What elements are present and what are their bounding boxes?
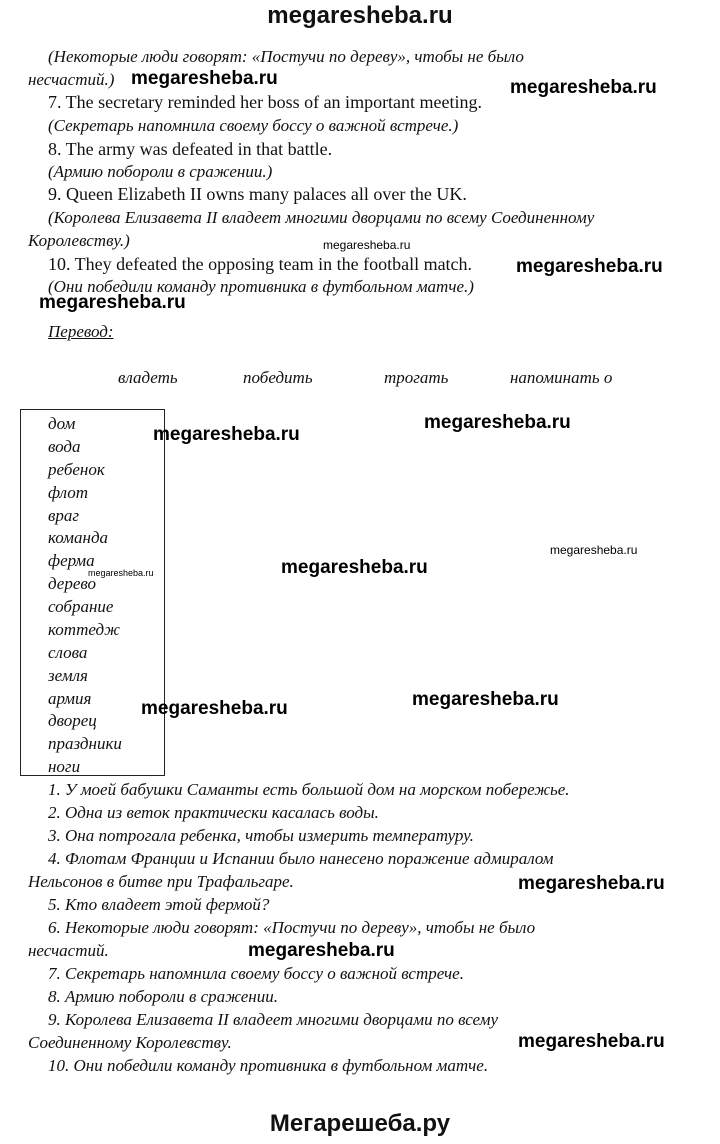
translation-line: 5. Кто владеет этой фермой? <box>48 895 270 914</box>
watermark: megaresheba.ru <box>88 568 154 578</box>
watermark: megaresheba.ru <box>424 412 571 433</box>
word-item: праздники <box>48 734 122 753</box>
watermark: megaresheba.ru <box>412 689 559 710</box>
sentence-10-en: 10. They defeated the opposing team in the football match. <box>48 254 473 274</box>
watermark: megaresheba.ru <box>131 68 278 89</box>
verb-item: победить <box>243 368 313 387</box>
verb-item: напоминать о <box>510 368 613 387</box>
word-item: слова <box>48 643 88 662</box>
watermark: megaresheba.ru <box>323 238 411 252</box>
verb-item: трогать <box>384 368 449 387</box>
word-item: коттедж <box>48 620 120 639</box>
watermark: megaresheba.ru <box>550 543 638 557</box>
watermark: megaresheba.ru <box>510 77 657 98</box>
word-list-box <box>20 409 165 776</box>
translation-line: Нельсонов в битве при Трафальгаре. <box>28 872 294 891</box>
sentence-8-en: 8. The army was defeated in that battle. <box>48 139 333 159</box>
word-item: собрание <box>48 597 114 616</box>
watermark: megaresheba.ru <box>518 1031 665 1052</box>
watermark: megaresheba.ru <box>153 424 300 445</box>
translation-line: 3. Она потрогала ребенка, чтобы измерить температуру. <box>48 826 474 845</box>
verb-item: владеть <box>118 368 178 387</box>
word-item: земля <box>48 666 88 685</box>
watermark: megaresheba.ru <box>281 557 428 578</box>
translation-heading: Перевод: <box>48 322 114 341</box>
word-item: армия <box>48 689 92 708</box>
sentence-7-en: 7. The secretary reminded her boss of an important meeting. <box>48 92 483 112</box>
text-line: (Некоторые люди говорят: «Постучи по дереву», чтобы не было <box>48 47 524 66</box>
translation-line: 6. Некоторые люди говорят: «Постучи по дереву», чтобы не было <box>48 918 536 937</box>
word-item: дерево <box>48 574 97 593</box>
word-item: враг <box>48 506 80 525</box>
word-item: вода <box>48 437 81 456</box>
site-footer: Мегарешеба.ру <box>269 1110 451 1137</box>
translation-line: 7. Секретарь напомнила своему боссу о важной встрече. <box>48 964 464 983</box>
word-item: ребенок <box>48 460 105 479</box>
translation-line: несчастий. <box>28 941 109 960</box>
translation-line: Соединенному Королевству. <box>28 1033 232 1052</box>
translation-line: 4. Флотам Франции и Испании было нанесено поражение адмиралом <box>48 849 554 868</box>
watermark: megaresheba.ru <box>518 873 665 894</box>
translation-line: 10. Они победили команду противника в футбольном матче. <box>48 1056 489 1075</box>
translation-line: 1. У моей бабушки Саманты есть большой дом на морском побережье. <box>48 780 570 799</box>
sentence-9-ru: (Королева Елизавета II владеет многими дворцами по всему Соединенному <box>48 208 595 227</box>
watermark: megaresheba.ru <box>141 698 288 719</box>
sentence-10-ru: (Они победили команду противника в футбольном матче.) <box>48 277 474 296</box>
watermark: megaresheba.ru <box>248 940 395 961</box>
word-item: флот <box>48 483 89 502</box>
word-item: ноги <box>48 757 81 776</box>
sentence-9-ru-cont: Королевству.) <box>28 231 130 250</box>
watermark: megaresheba.ru <box>39 292 186 313</box>
translation-line: 2. Одна из веток практически касалась воды. <box>48 803 379 822</box>
text-line: несчастий.) <box>28 70 115 89</box>
translation-line: 8. Армию побороли в сражении. <box>48 987 278 1006</box>
word-item: ферма <box>48 551 95 570</box>
site-header: megaresheba.ru <box>267 2 453 29</box>
word-item: команда <box>48 528 109 547</box>
word-item: дворец <box>48 711 97 730</box>
sentence-9-en: 9. Queen Elizabeth II owns many palaces all over the UK. <box>48 184 467 204</box>
word-item: дом <box>48 414 76 433</box>
translation-line: 9. Королева Елизавета II владеет многими дворцами по всему <box>48 1010 499 1029</box>
watermark: megaresheba.ru <box>516 256 663 277</box>
sentence-7-ru: (Секретарь напомнила своему боссу о важной встрече.) <box>48 116 459 135</box>
sentence-8-ru: (Армию побороли в сражении.) <box>48 162 273 181</box>
